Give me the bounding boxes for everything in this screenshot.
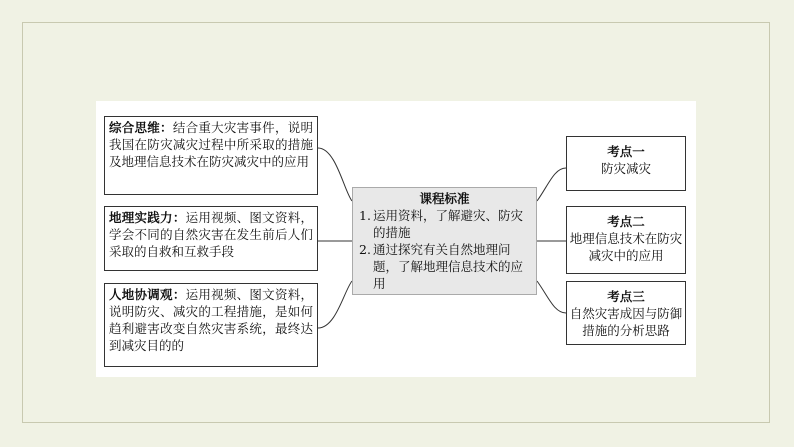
exam-point-box-2: [566, 206, 686, 274]
competency-text: 运用视频、图文资料，说明防灾、减灾的工程措施，是如何趋利避害改变自然灾害系统，最终达到减灾目的的: [109, 287, 313, 353]
competency-box-1: [104, 116, 318, 195]
competency-text: 运用视频、图文资料，学会不同的自然灾害在发生前后人们采取的自救和互救手段: [109, 210, 313, 259]
connector-right-1: [537, 168, 566, 201]
exam-point-text: 地理信息技术在防灾减灾中的应用: [569, 231, 683, 263]
mind-map: [96, 101, 696, 377]
competency-label: 地理实践力：: [109, 210, 186, 225]
competency-label: 人地协调观：: [109, 287, 186, 302]
competency-box-2: [104, 206, 318, 271]
standard-item: 1. 运用资料，了解避灾、防灾的措施: [359, 208, 524, 240]
connector-right-3: [537, 281, 566, 313]
exam-point-title: 考点二: [607, 214, 645, 229]
connector-left-1: [318, 148, 352, 201]
competency-label: 综合思维：: [109, 120, 173, 135]
competency-box-3: [104, 283, 318, 367]
exam-point-text: 防灾减灾: [600, 161, 651, 176]
competency-text: 结合重大灾害事件，说明我国在防灾减灾过程中所采取的措施及地理信息技术在防灾减灾中的应用: [109, 120, 313, 169]
standard-item: 2. 通过探究有关自然地理问题，了解地理信息技术的应用: [359, 242, 524, 291]
exam-point-title: 考点三: [607, 289, 645, 304]
curriculum-standard-box: [352, 187, 537, 295]
exam-point-box-1: [566, 136, 686, 191]
exam-point-text: 自然灾害成因与防御措施的分析思路: [569, 306, 683, 338]
curriculum-standard-title: 课程标准: [419, 191, 470, 206]
exam-point-title: 考点一: [607, 144, 645, 159]
connector-left-3: [318, 281, 352, 328]
exam-point-box-3: [566, 281, 686, 345]
